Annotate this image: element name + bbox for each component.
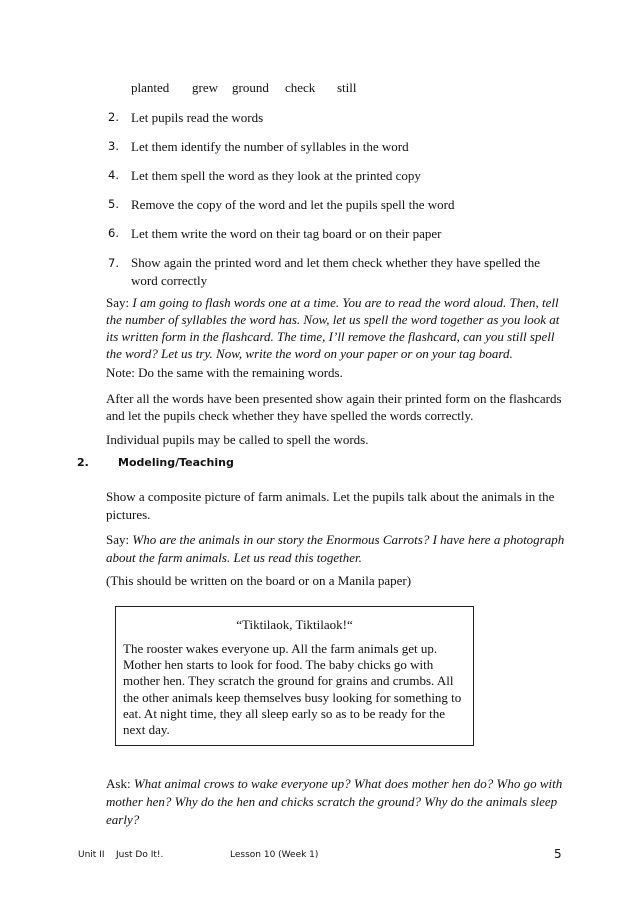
footer-unit: Unit II bbox=[78, 850, 105, 860]
board-note: (This should be written on the board or on a Manila paper) bbox=[106, 573, 412, 588]
step-number: 6. bbox=[108, 226, 119, 240]
step-number: 7. bbox=[108, 256, 119, 270]
footer-lesson: Lesson 10 (Week 1) bbox=[230, 850, 319, 860]
section-number: 2. bbox=[77, 456, 89, 469]
step-number: 4. bbox=[108, 168, 119, 182]
section-title: Modeling/Teaching bbox=[118, 456, 234, 469]
step-text: Let them spell the word as they look at the printed copy bbox=[131, 168, 421, 183]
step-text: Remove the copy of the word and let the pupils spell the word bbox=[131, 197, 455, 212]
word-check: check bbox=[285, 80, 316, 95]
step-number: 5. bbox=[108, 197, 119, 211]
footer-title: Just Do It!. bbox=[116, 850, 164, 860]
say-label: Say: bbox=[106, 532, 130, 547]
word-still: still bbox=[337, 80, 357, 95]
say-text: I am going to flash words one at a time. You are to read the word aloud. Then, tell the number of syllables the word has. Now, let us spell the word together as you look at its written form in the flashcard. The time, I’ll remove the flashcard, can you still spell the word? Let us try. Now, write the word on your paper or on your tag board. bbox=[106, 295, 560, 361]
story-body: The rooster wakes everyone up. All the farm animals get up. Mother hen starts to look for food. The baby chicks go with mother hen. They scratch the ground for grains and crumbs. All the other animals keep themselves busy looking for something to eat. At night time, they all sleep early so as to be ready for the next day. bbox=[123, 641, 462, 738]
composite-text: Show a composite picture of farm animals. Let the pupils talk about the animals in the pictures. bbox=[106, 489, 555, 522]
word-ground: ground bbox=[232, 80, 269, 95]
after-words-text: After all the words have been presented show again their printed form on the flashcards and let the pupils check whether they have spelled the words correctly. bbox=[106, 391, 562, 423]
step-number: 3. bbox=[108, 139, 119, 153]
step-text: Let pupils read the words bbox=[131, 110, 264, 125]
word-list bbox=[0, 80, 638, 98]
individual-text: Individual pupils may be called to spell the words. bbox=[106, 432, 369, 447]
step-text: Let them identify the number of syllables in the word bbox=[131, 139, 409, 154]
ask-label: Ask: bbox=[106, 776, 131, 791]
word-grew: grew bbox=[192, 80, 218, 95]
ask-questions bbox=[106, 775, 566, 829]
story-box bbox=[115, 606, 474, 746]
story-title: “Tiktilaok, Tiktilaok!“ bbox=[236, 617, 353, 632]
say-label: Say: bbox=[106, 295, 130, 310]
step-text: Let them write the word on their tag board or on their paper bbox=[131, 226, 442, 241]
step-text: Show again the printed word and let them check whether they have spelled the word correctly bbox=[131, 255, 541, 288]
say-instruction bbox=[106, 294, 566, 362]
say-instruction-2 bbox=[106, 531, 566, 567]
step-number: 2. bbox=[108, 110, 119, 124]
word-planted: planted bbox=[131, 80, 170, 95]
note-text: Note: Do the same with the remaining words. bbox=[106, 365, 343, 380]
say-text: Who are the animals in our story the Enormous Carrots? I have here a photograph about the farm animals. Let us read this together. bbox=[106, 532, 565, 565]
ask-text: What animal crows to wake everyone up? What does mother hen do? Who go with mother hen? Why do the hen and chicks scratch the ground? Why do the animals sleep early? bbox=[106, 776, 563, 827]
page-number: 5 bbox=[554, 847, 562, 861]
